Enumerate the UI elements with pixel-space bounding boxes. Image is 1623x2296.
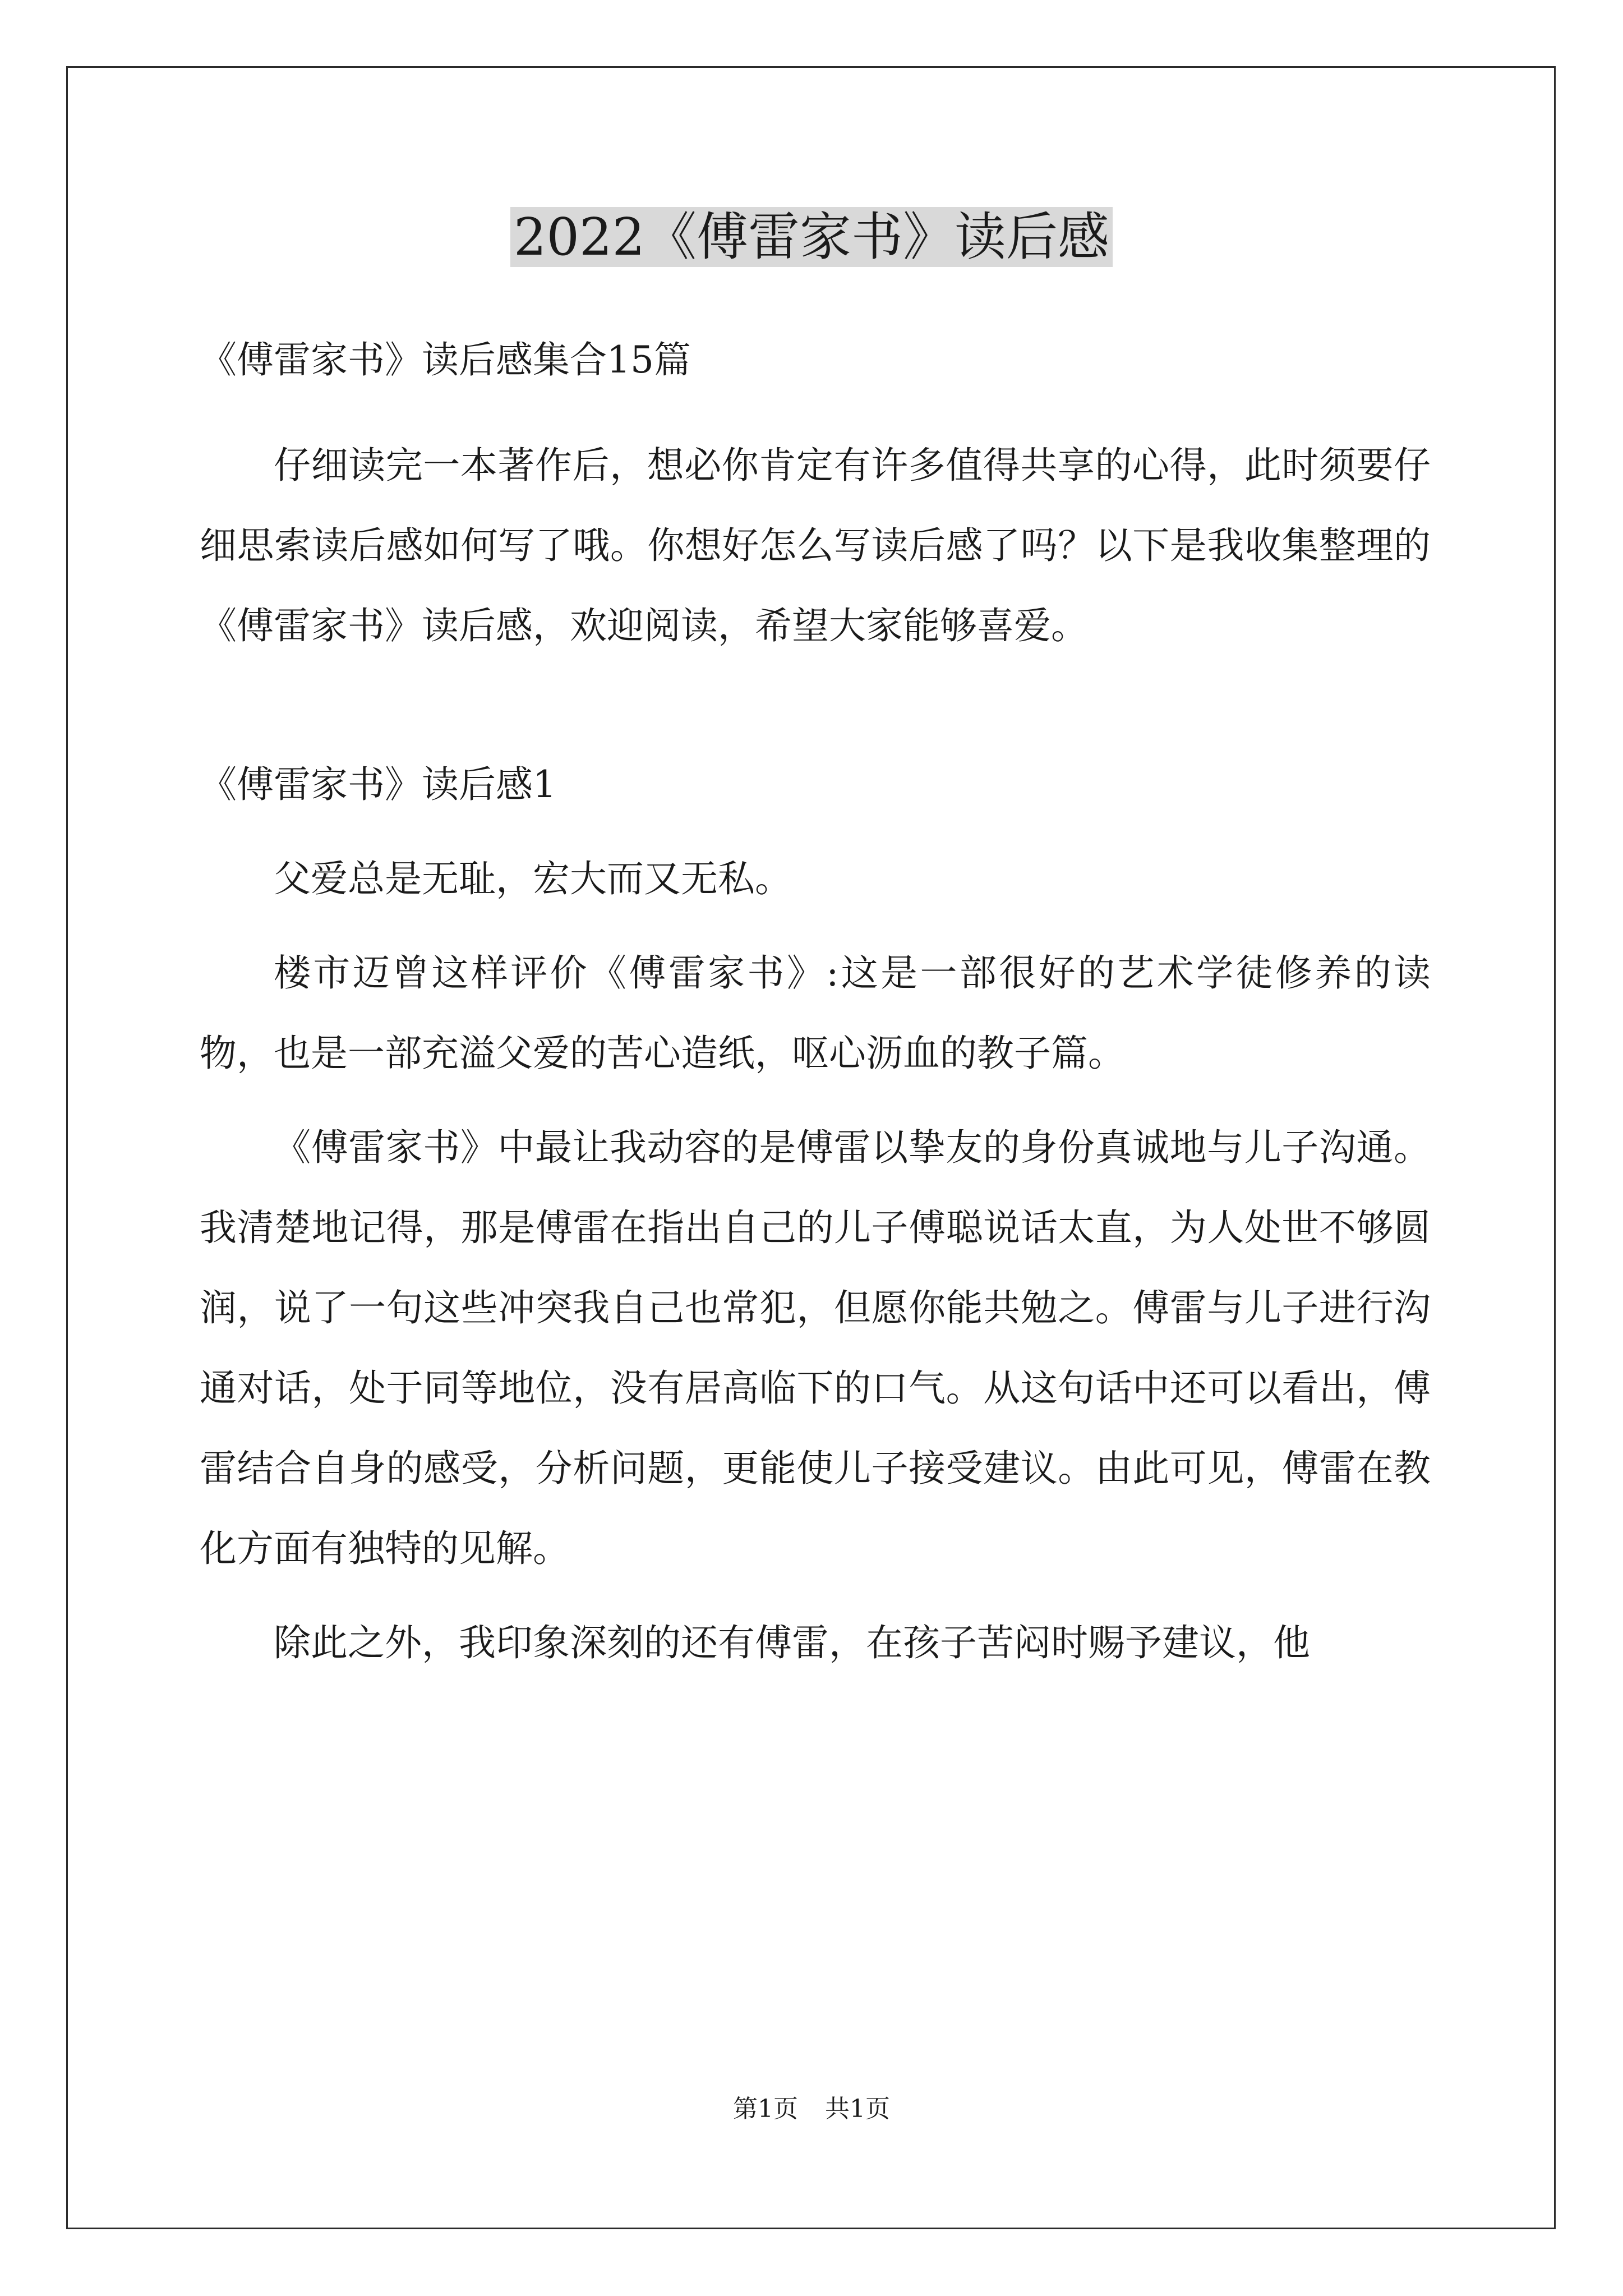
section-heading: 《傅雷家书》读后感1	[200, 763, 556, 806]
body-paragraph: 父爱总是无耻，宏大而又无私。	[274, 857, 792, 900]
page-footer	[0, 2092, 1623, 2126]
document-body	[200, 320, 1431, 1683]
body-paragraph: 除此之外，我印象深刻的还有傅雷，在孩子苦闷时赐予建议，他	[274, 1621, 1310, 1664]
page-number: 第1页	[733, 2095, 798, 2123]
document-title-text: 2022《傅雷家书》读后感	[510, 207, 1113, 267]
collection-heading: 《傅雷家书》读后感集合15篇	[200, 338, 691, 381]
body-paragraph: 《傅雷家书》中最让我动容的是傅雷以挚友的身份真诚地与儿子沟通。我清楚地记得，那是傅雷在指出自己的儿子傅聪说话太直，为人处世不够圆润，说了一句这些冲突我自己也常犯，但愿你能共勉之。傅雷与儿子进行沟通对话，处于同等地位，没有居高临下的口气。从这句话中还可以看出，傅雷结合自身的感受，分析问题，更能使儿子接受建议。由此可见，傅雷在教化方面有独特的见解。	[200, 1126, 1431, 1570]
page-total: 共1页	[825, 2095, 890, 2123]
body-paragraph: 楼市迈曾这样评价《傅雷家书》:这是一部很好的艺术学徒修养的读物，也是一部充溢父爱的苦心造纸，呕心沥血的教子篇。	[200, 951, 1431, 1075]
document-title	[0, 201, 1623, 274]
intro-paragraph: 仔细读完一本著作后，想必你肯定有许多值得共享的心得，此时须要仔细思索读后感如何写了哦。你想好怎么写读后感了吗？以下是我收集整理的《傅雷家书》读后感，欢迎阅读，希望大家能够喜爱。	[200, 444, 1431, 647]
